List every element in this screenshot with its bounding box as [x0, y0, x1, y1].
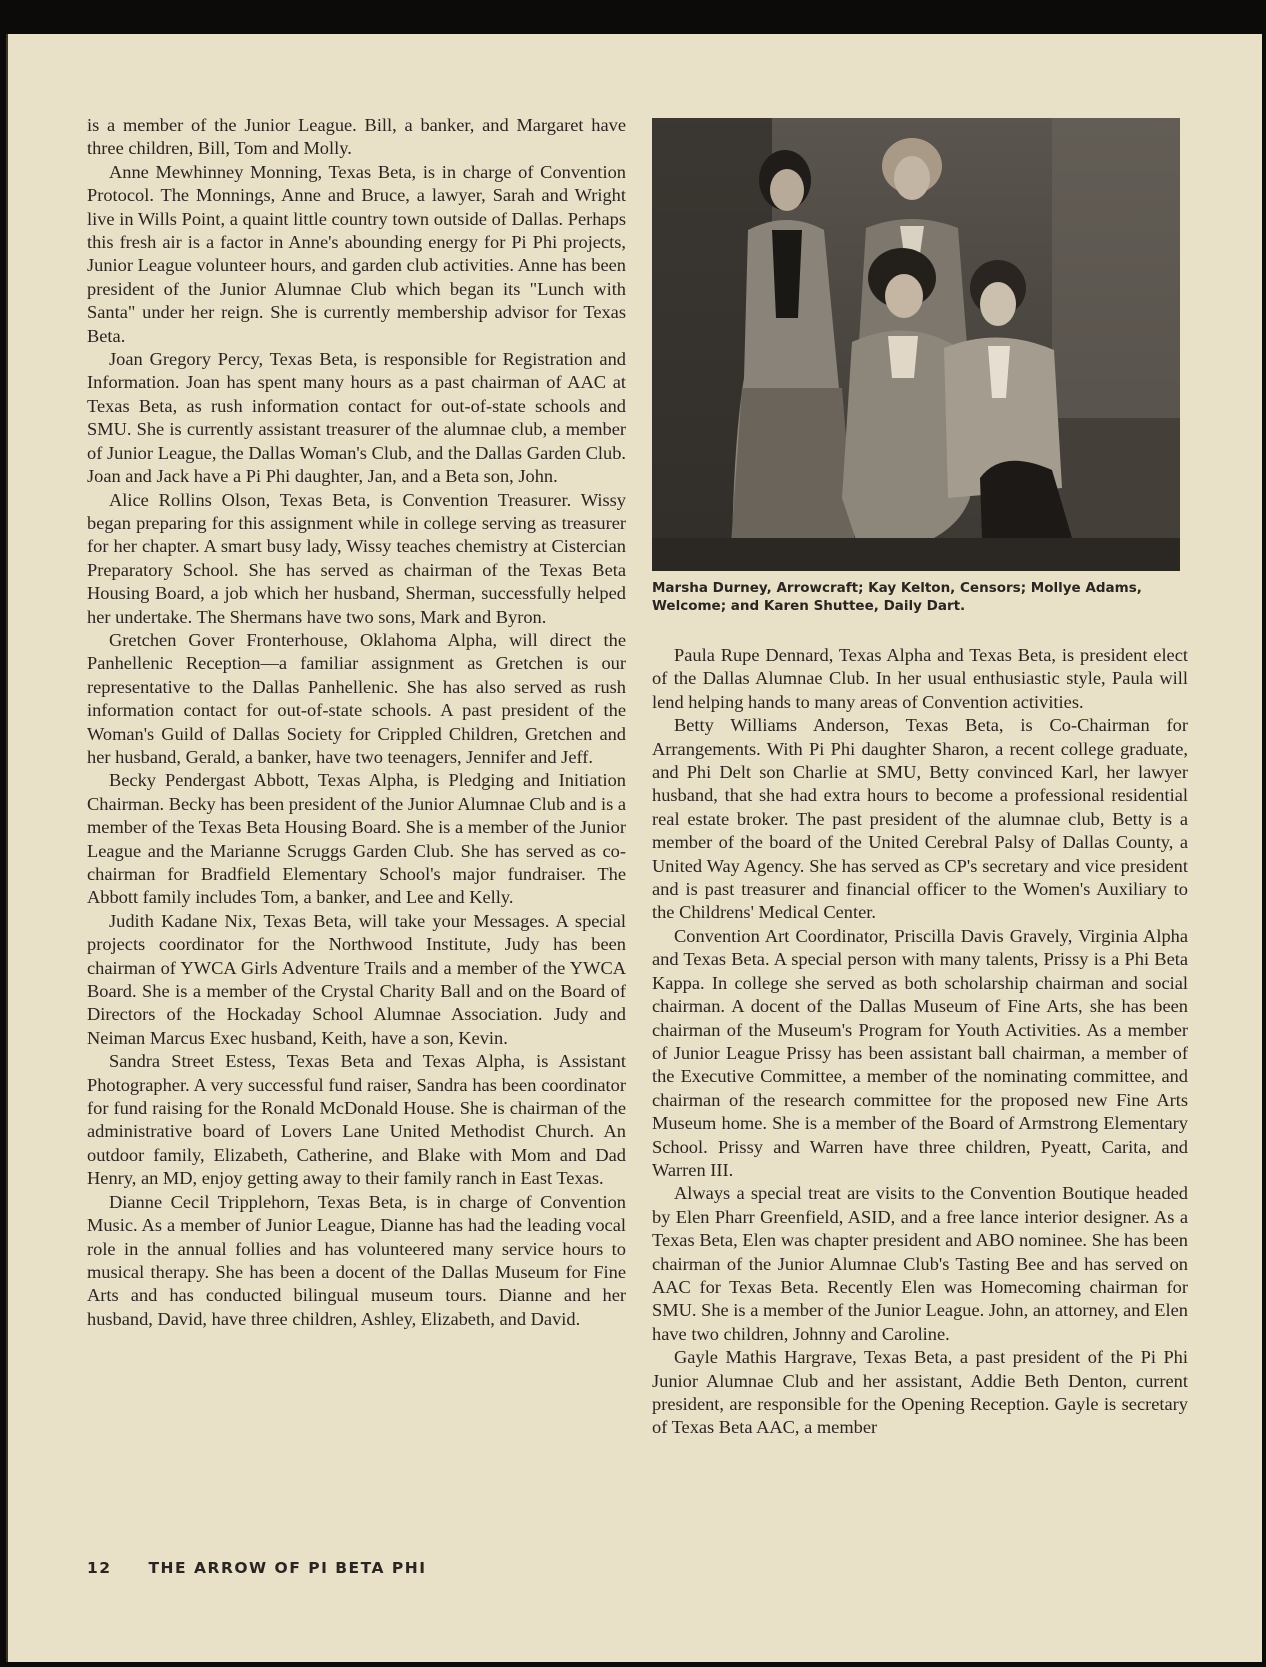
paragraph: Always a special treat are visits to the Convention Boutique headed by Elen Pharr Greenfield, ASID, and a free lance interior designer. As a Texas Beta, Elen was chapter president and ABO nominee. She has been chairman of the Junior Alumnae Club's Tasting Bee and has served on AAC for Texas Beta. Recently Elen was Homecoming chairman for SMU. She is a member of the Junior League. John, an attorney, and Elen have two children, Johnny and Caroline.	[652, 1183, 1188, 1344]
paragraph: Judith Kadane Nix, Texas Beta, will take your Messages. A special projects coordinator for the Northwood Institute, Judy has been chairman of YWCA Girls Adventure Trails and a member of the YWCA Board. She is a member of the Crystal Charity Ball and on the Board of Directors of the Hockaday School Alumnae Association. Judy and Neiman Marcus Exec husband, Keith, have a son, Kevin.	[87, 910, 626, 1048]
paragraph: Betty Williams Anderson, Texas Beta, is Co-Chairman for Arrangements. With Pi Phi daughter Sharon, a recent college graduate, and Phi Delt son Charlie at SMU, Betty convinced Karl, her lawyer husband, that she had extra hours to become a professional residential real estate broker. The past president of the alumnae club, Betty is a member of the board of the United Cerebral Palsy of Dallas County, a United Way Agency. She has served as CP's secretary and vice president and is past treasurer and financial officer to the Women's Auxiliary to the Childrens' Medical Center.	[652, 715, 1188, 923]
group-photo	[652, 118, 1180, 571]
page-footer	[87, 1559, 427, 1577]
right-text-column	[652, 644, 1188, 1440]
paragraph: Alice Rollins Olson, Texas Beta, is Convention Treasurer. Wissy began preparing for this assignment while in college serving as treasurer for her chapter. A smart busy lady, Wissy teaches chemistry at Cistercian Preparatory School. She has served as chairman of the Texas Beta Housing Board, a job which her husband, Sherman, successfully helped her undertake. The Shermans have two sons, Mark and Byron.	[87, 489, 626, 627]
paragraph: Gayle Mathis Hargrave, Texas Beta, a past president of the Pi Phi Junior Alumnae Club and her assistant, Addie Beth Denton, current president, are responsible for the Opening Reception. Gayle is secretary of Texas Beta AAC, a member	[652, 1347, 1188, 1438]
publication-title: THE ARROW OF PI BETA PHI	[148, 1559, 427, 1577]
group-photo-illustration	[652, 118, 1180, 571]
magazine-page	[6, 34, 1262, 1662]
left-text-column	[87, 114, 626, 1331]
paragraph: Becky Pendergast Abbott, Texas Alpha, is Pledging and Initiation Chairman. Becky has been president of the Junior Alumnae Club and is a member of the Texas Beta Housing Board. She is a member of the Junior League and the Marianne Scruggs Garden Club. She has served as co-chairman for Bradfield Elementary School's major fundraiser. The Abbott family includes Tom, a banker, and Lee and Kelly.	[87, 770, 626, 908]
photo-caption: Marsha Durney, Arrowcraft; Kay Kelton, Censors; Mollye Adams, Welcome; and Karen Shuttee, Daily Dart.	[652, 580, 1142, 614]
paragraph: Sandra Street Estess, Texas Beta and Texas Alpha, is Assistant Photographer. A very successful fund raiser, Sandra has been coordinator for fund raising for the Ronald McDonald House. She is chairman of the administrative board of Lovers Lane United Methodist Church. An outdoor family, Elizabeth, Catherine, and Blake with Mom and Dad Henry, an MD, enjoy getting away to their family ranch in East Texas.	[87, 1051, 626, 1189]
paragraph: Anne Mewhinney Monning, Texas Beta, is in charge of Convention Protocol. The Monnings, Anne and Bruce, a lawyer, Sarah and Wright live in Wills Point, a quaint little country town outside of Dallas. Perhaps this fresh air is a factor in Anne's abounding energy for Pi Phi projects, Junior League volunteer hours, and garden club activities. Anne has been president of the Junior Alumnae Club which began its "Lunch with Santa" under her reign. She is currently membership advisor for Texas Beta.	[87, 161, 626, 346]
paragraph: Paula Rupe Dennard, Texas Alpha and Texas Beta, is president elect of the Dallas Alumnae Club. In her usual enthusiastic style, Paula will lend helping hands to many areas of Convention activities.	[652, 645, 1188, 712]
paragraph: Dianne Cecil Tripplehorn, Texas Beta, is in charge of Convention Music. As a member of Junior League, Dianne has had the leading vocal role in the annual follies and has volunteered many service hours to musical therapy. She has been a docent of the Dallas Museum for Fine Arts and has conducted bilingual museum tours. Dianne and her husband, David, have three children, Ashley, Elizabeth, and David.	[87, 1191, 626, 1329]
paragraph: Gretchen Gover Fronterhouse, Oklahoma Alpha, will direct the Panhellenic Reception—a familiar assignment as Gretchen is our representative to the Dallas Panhellenic. She has also served as rush information contact for out-of-state schools. A past president of the Woman's Guild of Dallas Society for Crippled Children, Gretchen and her husband, Gerald, a banker, have two teenagers, Jennifer and Jeff.	[87, 629, 626, 767]
paragraph: Joan Gregory Percy, Texas Beta, is responsible for Registration and Information. Joan has spent many hours as a past chairman of AAC at Texas Beta, as rush information contact for out-of-state schools and SMU. She is currently assistant treasurer of the alumnae club, a member of Junior League, the Dallas Woman's Club, and the Dallas Garden Club. Joan and Jack have a Pi Phi daughter, Jan, and a Beta son, John.	[87, 349, 626, 487]
paragraph: is a member of the Junior League. Bill, a banker, and Margaret have three children, Bill, Tom and Molly.	[87, 115, 626, 159]
paragraph: Convention Art Coordinator, Priscilla Davis Gravely, Virginia Alpha and Texas Beta. A special person with many talents, Prissy is a Phi Beta Kappa. In college she served as both scholarship chairman and social chairman. A docent of the Dallas Museum of Fine Arts, she has been chairman of the Museum's Program for Youth Activities. As a member of Junior League Prissy has been assistant ball chairman, a member of the Executive Committee, a member of the nominating committee, and chairman of the research committee for the proposed new Fine Arts Museum home. She is a member of the Board of Armstrong Elementary School. Prissy and Warren have three children, Pyeatt, Carita, and Warren III.	[652, 925, 1188, 1180]
page-number: 12	[87, 1559, 112, 1577]
